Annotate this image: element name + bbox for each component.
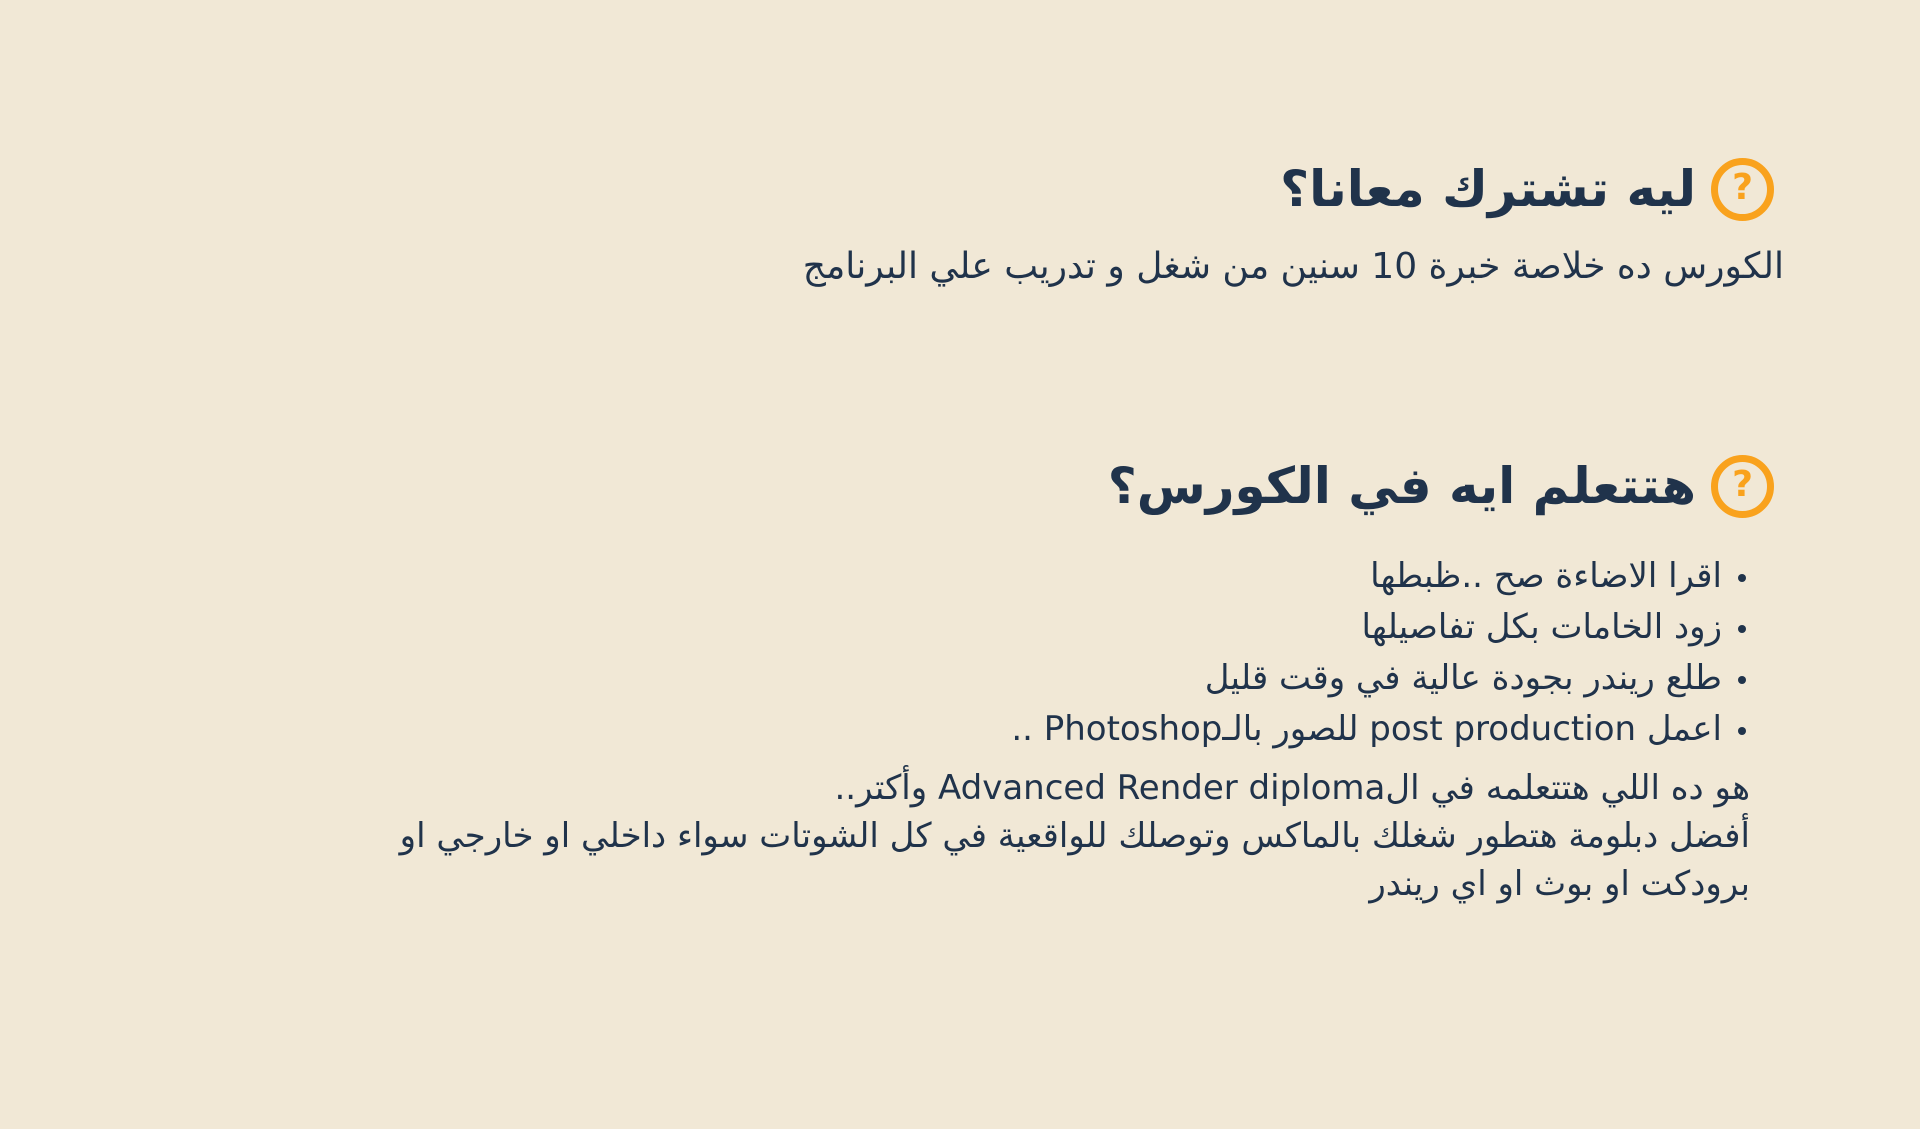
question-circle-icon xyxy=(1711,158,1774,221)
bullet-text: طلع ريندر بجودة عالية في وقت قليل xyxy=(1204,657,1722,698)
bullet-text: زود الخامات بكل تفاصيلها xyxy=(1361,606,1722,647)
question-circle-icon xyxy=(1711,455,1774,518)
question-mark-glyph: ? xyxy=(1732,167,1753,208)
learn-outro-paragraph xyxy=(400,764,1750,908)
bullet-dot-icon xyxy=(1738,676,1746,684)
bullet-item-lighting xyxy=(400,550,1746,601)
outro-line-2: أفضل دبلومة هتطور شغلك بالماكس وتوصلك للواقعية في كل الشوتات سواء داخلي او خارجي او xyxy=(399,816,1750,856)
bullet-text: اقرا الاضاءة صح ..ظبطها xyxy=(1370,555,1722,596)
bullet-text: اعمل post production للصور بالـPhotoshop .. xyxy=(1011,708,1722,749)
why-join-heading-row xyxy=(803,157,1774,221)
bullet-dot-icon xyxy=(1738,625,1746,633)
bullet-item-render-quality xyxy=(400,652,1746,703)
question-mark-glyph: ? xyxy=(1732,464,1753,505)
what-learn-heading-row xyxy=(400,454,1774,518)
what-learn-title: هتتعلم ايه في الكورس؟ xyxy=(1107,457,1696,515)
bullet-item-post-production xyxy=(400,703,1746,754)
why-join-title: ليه تشترك معانا؟ xyxy=(1280,160,1696,218)
section-why-join xyxy=(803,157,1784,292)
why-join-subtitle: الكورس ده خلاصة خبرة 10 سنين من شغل و تدريب علي البرنامج xyxy=(802,246,1784,287)
section-what-learn xyxy=(400,454,1784,908)
outro-line-3: برودكت او بوث او اي ريندر xyxy=(1369,864,1750,904)
bullet-dot-icon xyxy=(1738,727,1746,735)
learn-bullet-list xyxy=(400,550,1746,754)
bullet-item-materials xyxy=(400,601,1746,652)
outro-line-1: هو ده اللي هتتعلمه في الAdvanced Render diploma وأكتر.. xyxy=(834,768,1750,808)
bullet-dot-icon xyxy=(1738,574,1746,582)
